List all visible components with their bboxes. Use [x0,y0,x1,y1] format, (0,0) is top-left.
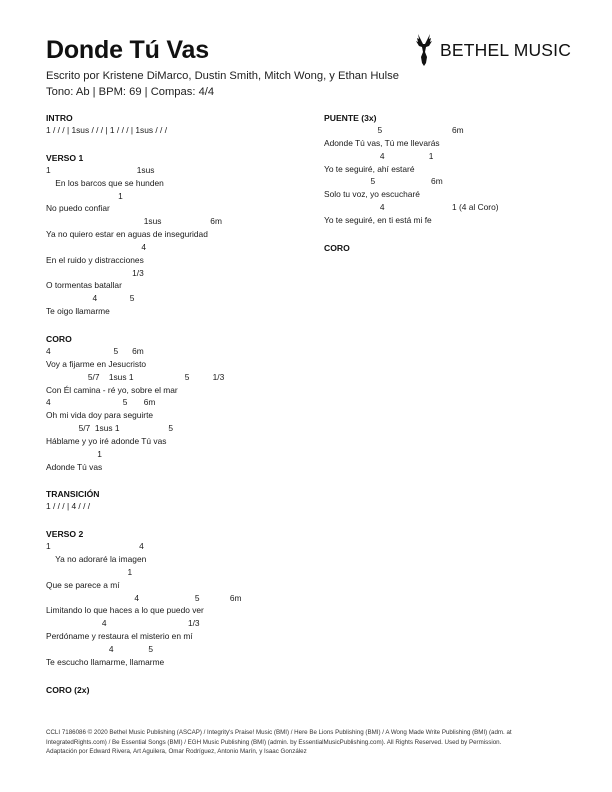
song-meta: Tono: Ab | BPM: 69 | Compas: 4/4 [46,86,215,98]
chord-line: 5/7 1sus 1 5 [46,423,174,434]
chord-line: 1 [46,190,123,201]
section-heading: CORO [46,333,72,344]
section-heading: VERSO 1 [46,152,84,163]
chord-line: 4 5 6m [46,397,156,408]
lyric-line: Adonde Tú vas, Tú me llevarás [324,137,440,148]
lyric-line: Oh mi vida doy para seguirte [46,410,154,421]
section-heading: CORO (2x) [46,684,90,695]
lyric-line: Adonde Tú vas [46,461,103,472]
chord-line: 5 6m [324,125,464,135]
chord-line: 5/7 1sus 1 5 1/3 [46,371,225,382]
bethel-music-logo [414,33,584,67]
lyric-line: Perdóname y restaura el misterio en mí [46,631,193,642]
chord-line: 4 [46,241,147,252]
lyric-line: Que se parece a mí [46,579,120,590]
song-section [324,112,574,227]
chord-line: 4 1 [324,150,434,161]
logo-text: BETHEL MUSIC [440,39,572,60]
song-section [46,488,296,513]
section-heading: INTRO [46,113,73,123]
songwriters: Escrito por Kristene DiMarco, Dustin Smith, Mitch Wong, y Ethan Hulse [46,70,399,82]
footer-line: IntegratedRights.com) / Be Essential Songs (BMI) / EGH Music Publishing (BMI) (admin. by EssentialMusicPublishing.com). All Rights Reserved. Used by Permission. [46,738,502,746]
chord-line: 5 6m [324,176,443,187]
lyric-line: 1 / / / | 1sus / / / | 1 / / / | 1sus / / / [46,125,168,135]
lyric-line: En el ruido y distracciones [46,254,144,265]
chord-line: 4 1/3 [46,618,200,629]
lyric-line: 1 / / / | 4 / / / [46,501,91,512]
section-heading: VERSO 2 [46,529,84,540]
right-column [324,112,574,269]
song-section [46,152,296,318]
footer-line: CCLI 7186086 © 2020 Bethel Music Publishing (ASCAP) / Integrity's Praise! Music (BMI) / Here Be Lions Publishing (BMI) / A Wong Made Write Publishing (BMI) (adm. at [46,729,512,736]
chord-line: 1 [46,566,133,577]
lyric-line: No puedo confiar [46,203,110,214]
deer-head-icon [414,33,434,67]
footer-line: Adaptación por Edward Rivera, Art Aguilera, Omar Rodríguez, Antonio Marín, y Isaac González [46,748,307,756]
chord-line: 4 5 [46,644,154,654]
section-heading: CORO [324,242,350,253]
chord-line: 1 [46,448,102,459]
section-heading: PUENTE (3x) [324,113,377,123]
chord-line: 4 5 6m [46,592,242,603]
chord-line: 1sus 6m [46,216,222,227]
song-section [46,333,296,473]
song-section [46,112,296,137]
left-column [46,112,296,711]
chord-line: 4 5 6m [46,345,144,356]
lyric-line: Háblame y yo iré adonde Tú vas [46,435,167,446]
section-heading: TRANSICIÓN [46,489,100,500]
chord-line: 1/3 [46,267,144,278]
chord-line: 4 1 (4 al Coro) [324,202,499,213]
chord-line: 1 4 [46,541,144,552]
lyric-line: Te oigo llamarme [46,306,110,317]
song-section [324,242,574,254]
song-section [46,528,296,668]
lyric-line: Yo te seguiré, ahí estaré [324,163,415,174]
lyric-line: Solo tu voz, yo escucharé [324,189,420,200]
copyright-footer [46,728,574,757]
lyric-line: En los barcos que se hunden [46,177,164,188]
chord-line: 1 1sus [46,164,155,175]
song-title: Donde Tú Vas [46,36,209,64]
lyric-line: Limitando lo que haces a lo que puedo ver [46,605,204,616]
lyric-line: Voy a fijarme en Jesucristo [46,358,147,369]
lyric-line: Ya no quiero estar en aguas de inseguridad [46,229,208,240]
lyric-line: Ya no adoraré la imagen [46,554,147,565]
lyric-line: Te escucho llamarme, llamarme [46,656,165,667]
lyric-line: Con Él camina - ré yo, sobre el mar [46,384,178,395]
song-section [46,684,296,696]
lyric-line: O tormentas batallar [46,280,122,291]
lyric-line: Yo te seguiré, en ti está mi fe [324,214,432,225]
chord-line: 4 5 [46,293,135,304]
